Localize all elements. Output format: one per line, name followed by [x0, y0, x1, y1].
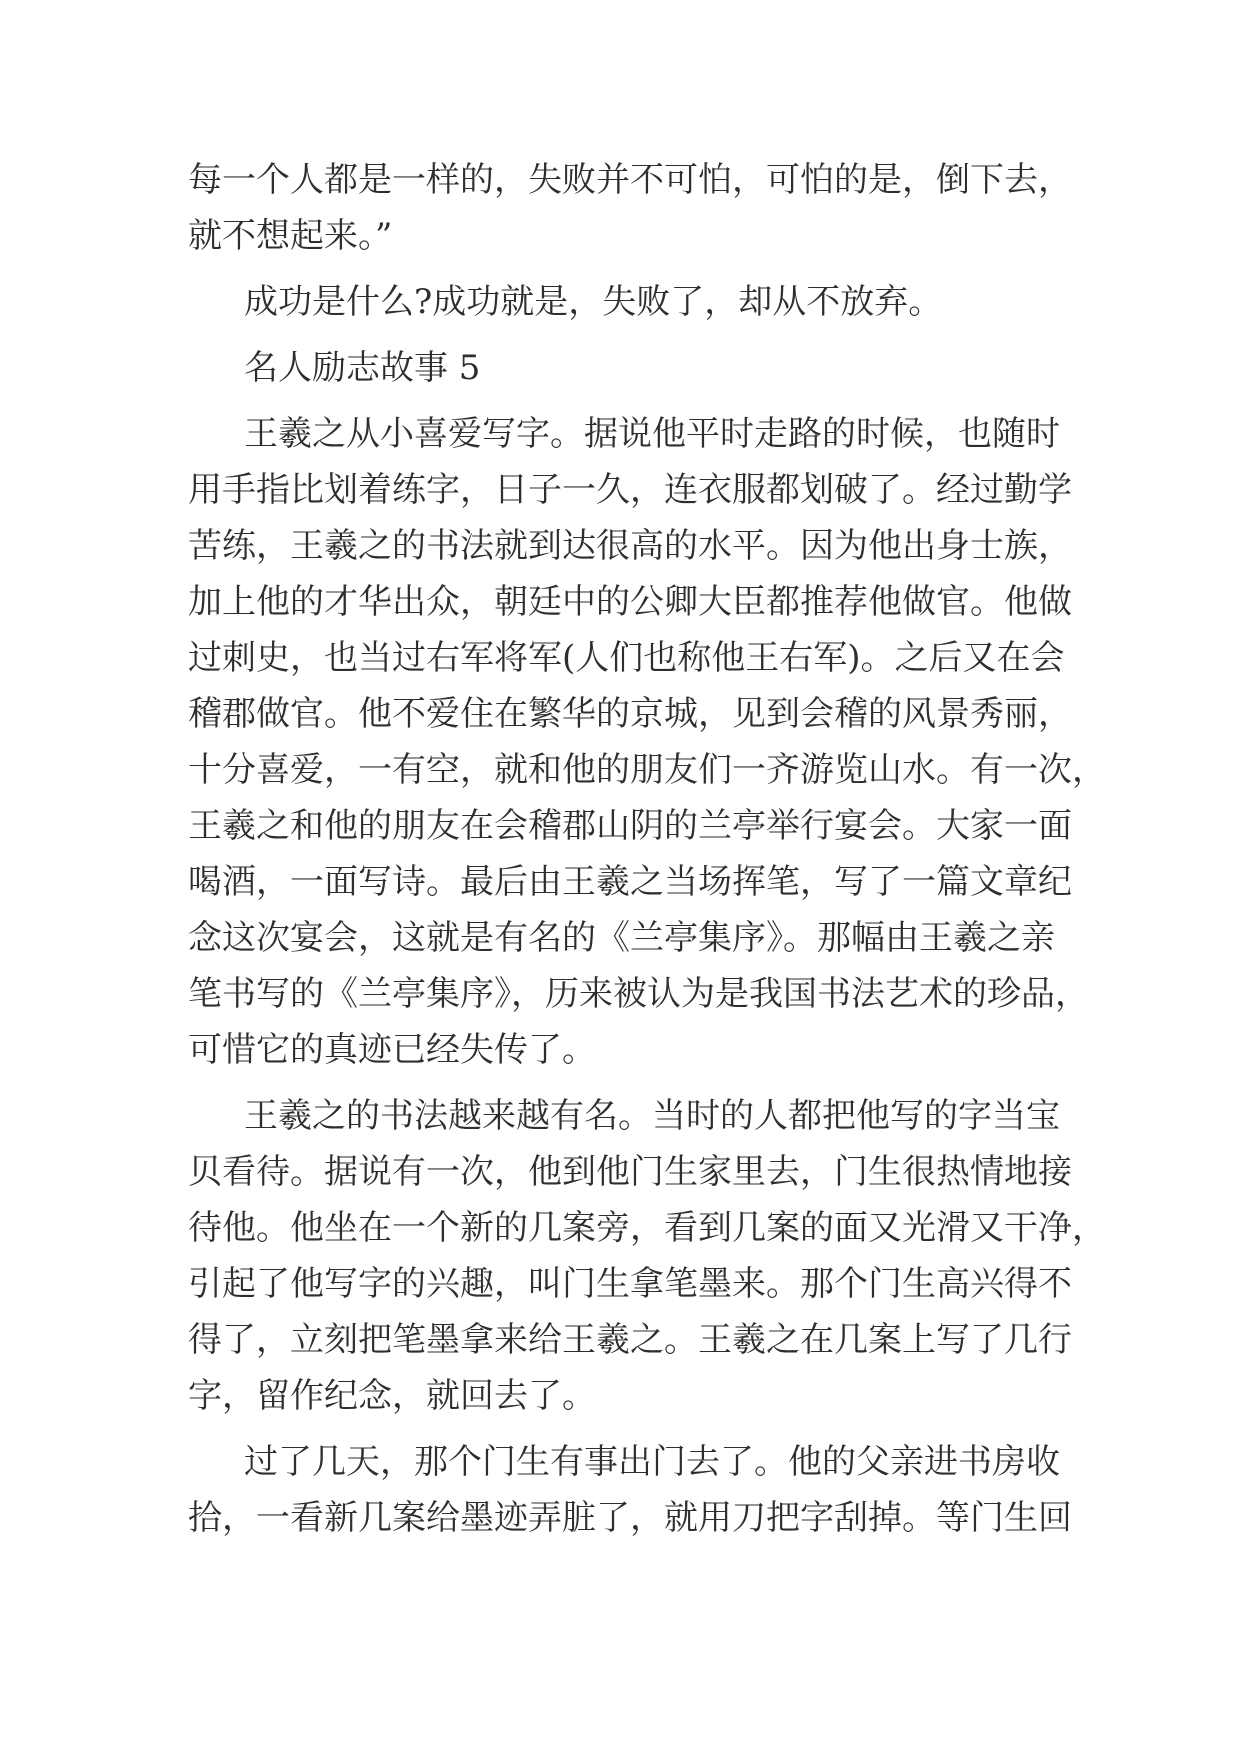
paragraph-line: 稽郡做官。他不爱住在繁华的京城，见到会稽的风景秀丽， — [188, 694, 1072, 734]
paragraph-line: 待他。他坐在一个新的几案旁，看到几案的面又光滑又干净， — [188, 1208, 1106, 1248]
paragraph-line: 得了，立刻把笔墨拿来给王羲之。王羲之在几案上写了几行 — [188, 1320, 1072, 1360]
paragraph-line: 念这次宴会，这就是有名的《兰亭集序》。那幅由王羲之亲 — [188, 918, 1055, 958]
paragraph-line: 过了几天，那个门生有事出门去了。他的父亲进书房收 — [244, 1442, 1060, 1482]
paragraph-line: 笔书写的《兰亭集序》，历来被认为是我国书法艺术的珍品， — [188, 974, 1089, 1014]
paragraph-line: 可惜它的真迹已经失传了。 — [188, 1030, 596, 1070]
paragraph-line: 王羲之和他的朋友在会稽郡山阴的兰亭举行宴会。大家一面 — [188, 806, 1072, 846]
paragraph-line: 贝看待。据说有一次，他到他门生家里去，门生很热情地接 — [188, 1152, 1072, 1192]
paragraph-line: 拾，一看新几案给墨迹弄脏了，就用刀把字刮掉。等门生回 — [188, 1498, 1072, 1538]
paragraph-line: 王羲之的书法越来越有名。当时的人都把他写的字当宝 — [244, 1096, 1060, 1136]
text-line: 成功是什么?成功就是，失败了，却从不放弃。 — [244, 282, 943, 322]
paragraph-line: 引起了他写字的兴趣，叫门生拿笔墨来。那个门生高兴得不 — [188, 1264, 1072, 1304]
paragraph-line: 加上他的才华出众，朝廷中的公卿大臣都推荐他做官。他做 — [188, 582, 1072, 622]
paragraph-line: 用手指比划着练字，日子一久，连衣服都划破了。经过勤学 — [188, 470, 1072, 510]
paragraph-line: 喝酒，一面写诗。最后由王羲之当场挥笔，写了一篇文章纪 — [188, 862, 1072, 902]
paragraph-line: 王羲之从小喜爱写字。据说他平时走路的时候，也随时 — [244, 414, 1060, 454]
paragraph-line: 过刺史，也当过右军将军(人们也称他王右军)。之后又在会 — [188, 638, 1065, 678]
text-line: 每一个人都是一样的，失败并不可怕，可怕的是，倒下去， — [188, 160, 1072, 200]
text-line: 就不想起来。” — [188, 216, 393, 256]
section-heading: 名人励志故事 5 — [244, 348, 481, 388]
paragraph-line: 十分喜爱，一有空，就和他的朋友们一齐游览山水。有一次， — [188, 750, 1106, 790]
paragraph-line: 字，留作纪念，就回去了。 — [188, 1376, 596, 1416]
paragraph-line: 苦练，王羲之的书法就到达很高的水平。因为他出身士族， — [188, 526, 1072, 566]
